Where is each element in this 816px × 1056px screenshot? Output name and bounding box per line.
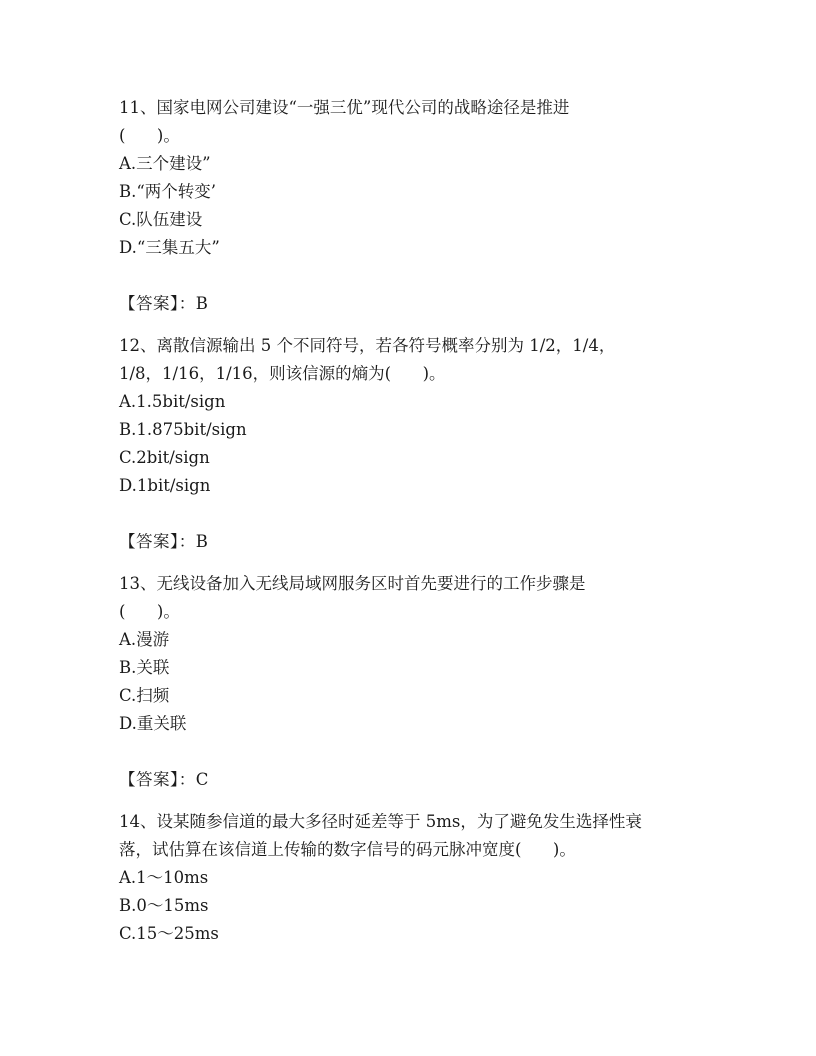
answer-line: 【答案】：B xyxy=(119,294,209,313)
question-11 xyxy=(119,94,719,318)
option-b: B.1.875bit/sign xyxy=(119,420,247,439)
question-text-line: ( )。 xyxy=(119,126,180,145)
question-text-line: ( )。 xyxy=(119,602,180,621)
option-a: A.三个建设” xyxy=(119,154,211,173)
option-b: B.“两个转变’ xyxy=(119,182,217,201)
option-b: B.关联 xyxy=(119,658,170,677)
question-text-line: 12、离散信源输出 5 个不同符号，若各符号概率分别为 1/2，1/4， xyxy=(119,336,616,355)
option-a: A.1～10ms xyxy=(119,868,209,887)
question-text-line: 1/8，1/16，1/16，则该信源的熵为( )。 xyxy=(119,364,446,383)
answer-line: 【答案】：B xyxy=(119,532,209,551)
option-d: D.“三集五大” xyxy=(119,238,220,257)
option-c: C.扫频 xyxy=(119,686,170,705)
option-b: B.0～15ms xyxy=(119,896,209,915)
option-c: C.队伍建设 xyxy=(119,210,203,229)
document-page xyxy=(119,94,719,948)
question-text-line: 13、无线设备加入无线局域网服务区时首先要进行的工作步骤是 xyxy=(119,574,586,593)
answer-line: 【答案】：C xyxy=(119,770,209,789)
option-a: A.1.5bit/sign xyxy=(119,392,226,411)
option-a: A.漫游 xyxy=(119,630,170,649)
option-d: D.重关联 xyxy=(119,714,187,733)
question-text-line: 14、设某随参信道的最大多径时延差等于 5ms，为了避免发生选择性衰 xyxy=(119,812,642,831)
question-text-line: 落，试估算在该信道上传输的数字信号的码元脉冲宽度( )。 xyxy=(119,840,576,859)
option-d: D.1bit/sign xyxy=(119,476,211,495)
question-14 xyxy=(119,808,719,948)
question-text-line: 11、国家电网公司建设“一强三优”现代公司的战略途径是推进 xyxy=(119,98,570,117)
question-13 xyxy=(119,570,719,794)
question-12 xyxy=(119,332,719,556)
option-c: C.2bit/sign xyxy=(119,448,210,467)
option-c: C.15～25ms xyxy=(119,924,219,943)
